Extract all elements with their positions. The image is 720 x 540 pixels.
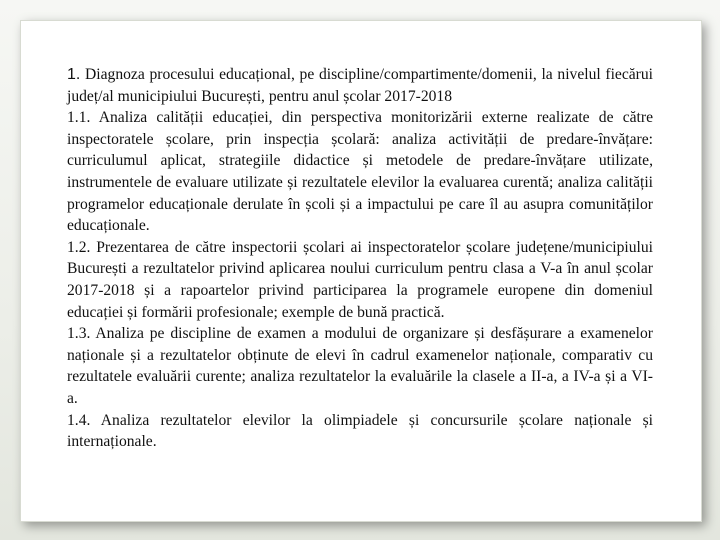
item-1-2: 1.2. Prezentarea de către inspectorii școlari ai inspectoratelor școlare județene/municipiului București a rezultatelor privind aplicarea noului curriculum pentru clasa a V-a în anul școlar 2017-2018 și a rapoartelor privind participarea la programele europene din domeniul educației și formării profesionale; exemple de bună practică. — [67, 238, 653, 321]
item-1-3: 1.3. Analiza pe discipline de examen a modului de organizare și desfășurare a examenelor naționale și a rezultatelor obținute de elevi în cadrul examenelor naționale, comparativ cu rezultatele evaluării curente; analiza rezultatelor la evaluările la clasele a II-a, a IV-a și a VI-a. — [67, 325, 653, 407]
slide-content — [67, 64, 653, 453]
heading-paragraph — [67, 64, 653, 107]
heading-text: Diagnoza procesului educațional, pe discipline/compartimente/domenii, la nivelul fiecărui județ/al municipiului București, pentru anul școlar 2017-2018 — [67, 66, 653, 105]
item-1-1: 1.1. Analiza calității educației, din perspectiva monitorizării externe realizate de către inspectoratele școlare, prin inspecția școlară: analiza activității de predare-învățare: curriculumul aplicat, strategiile didactice și metodele de predare-învățare utilizate, instrumentele de evaluare utilizate și rezultatele elevilor la evaluarea curentă; analiza calității programelor educaționale derulate în școli și a impactului pe care îl au asupra comunităților educaționale. — [67, 109, 653, 235]
heading-number: 1. — [67, 66, 81, 83]
slide-frame — [20, 20, 702, 522]
item-1-4: 1.4. Analiza rezultatelor elevilor la olimpiadele și concursurile școlare naționale și internaționale. — [67, 411, 653, 451]
